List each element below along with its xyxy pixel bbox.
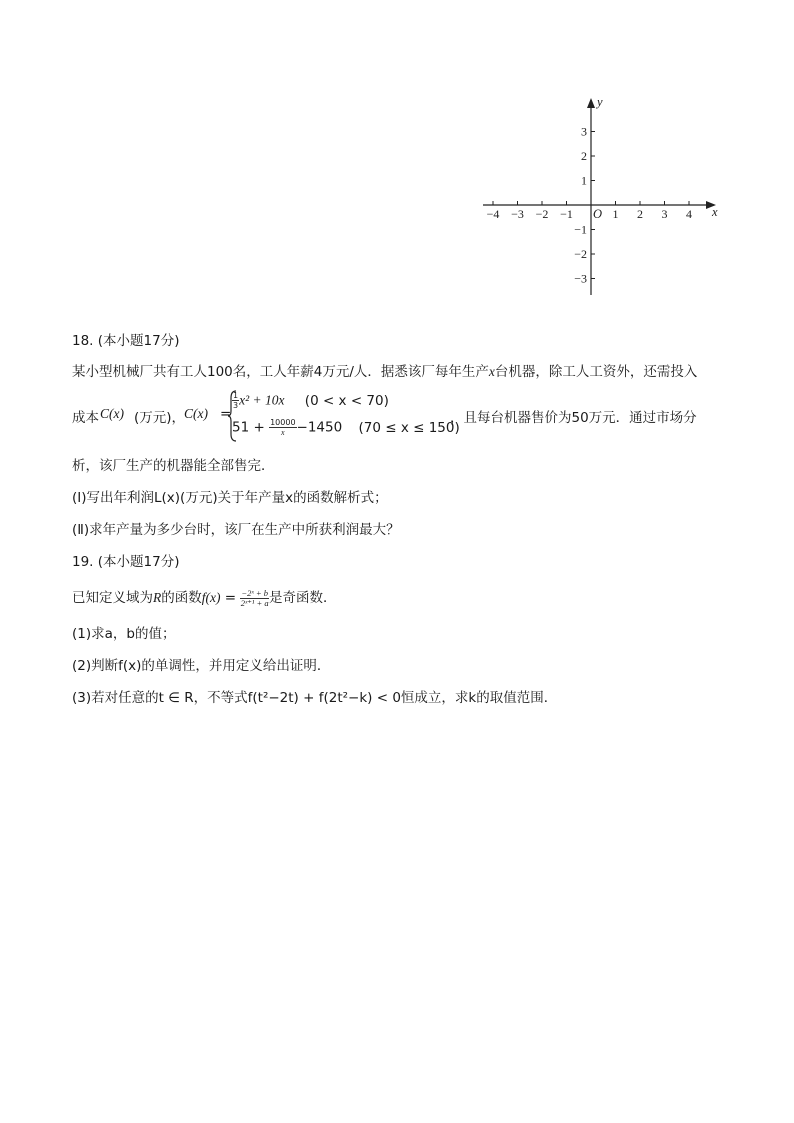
x-tick-label: 2 <box>637 207 643 221</box>
piece2-b: −1450 <box>296 419 343 436</box>
q19-frac-den: 2ˣ⁺¹ + a <box>240 597 269 608</box>
q19-part2: (2)判断f(x)的单调性，并用定义给出证明． <box>72 658 331 674</box>
y-tick-label: 3 <box>581 124 587 139</box>
y-tick-label: −3 <box>574 271 587 286</box>
q18-cost-unit: (万元)， <box>134 410 186 426</box>
x-tick-label: −1 <box>560 207 573 221</box>
x-tick-label: 1 <box>612 207 619 221</box>
q19-stem-pre: 已知定义域为 <box>72 590 153 606</box>
piece2-frac-num: 10000 <box>270 418 296 427</box>
x-tick-label: −3 <box>511 207 524 221</box>
piece1-frac-den: 3 <box>233 401 239 410</box>
piece2-cond: (70 ≤ x ≤ 150) <box>358 419 460 436</box>
y-tick-label: 1 <box>581 173 587 188</box>
q19-stem-fx: f(x) <box>201 590 221 605</box>
q18-stem-text-end: 台机器，除工人工资外，还需投入 <box>494 364 698 380</box>
y-tick-label: −2 <box>574 247 587 261</box>
q19-part1: (1)求a，b的值； <box>72 626 176 642</box>
q18-cost-func: C(x) <box>100 406 124 421</box>
piece1-cond: (0 < x < 70) <box>304 392 389 409</box>
piece1-expr: x² + 10x <box>239 392 285 408</box>
coordinate-axes-figure <box>478 92 728 302</box>
x-tick-label: −4 <box>486 207 500 221</box>
x-tick-label: 4 <box>686 207 692 221</box>
q18-stem-line1 <box>72 362 697 382</box>
q18-cost-def: C(x) <box>184 406 208 421</box>
q19-stem-post: 是奇函数． <box>269 590 337 606</box>
origin-label: O <box>593 207 603 221</box>
q18-stem-line3: 析，该厂生产的机器能全部售完． <box>72 458 275 474</box>
piece1 <box>232 391 389 410</box>
q19-stem-R: R <box>153 590 162 605</box>
x-tick-group <box>487 201 692 221</box>
x-tick-label: −2 <box>535 207 549 221</box>
x-tick-label: 3 <box>661 207 668 221</box>
q18-var-x: x <box>488 364 495 379</box>
q18-header: 18. (本小题17分) <box>72 333 180 349</box>
q19-part3: (3)若对任意的t ∈ R，不等式f(t²−2t) + f(2t²−k) < 0恒成立，求k的取值范围． <box>72 690 558 706</box>
y-tick-label: −1 <box>574 222 587 237</box>
piece2 <box>232 418 460 437</box>
y-axis-arrow <box>587 98 595 108</box>
q18-cost-prefix: 成本 <box>72 410 99 426</box>
y-tick-label: 2 <box>581 149 587 163</box>
q18-part1: (Ⅰ)写出年利润L(x)(万元)关于年产量x的函数解析式； <box>72 490 388 506</box>
y-axis-label: y <box>597 95 603 109</box>
piece1-frac-num: 1 <box>233 391 239 400</box>
q18-part2: (Ⅱ)求年产量为多少台时，该厂在生产中所获利润最大？ <box>72 522 400 538</box>
q18-stem-text: 某小型机械厂共有工人100名，工人年薪4万元/人．据悉该厂每年生产 <box>72 364 489 380</box>
piece2-frac-den: x <box>281 428 285 437</box>
q19-stem-mid: 的函数 <box>161 590 202 606</box>
q18-cost-eq: = <box>220 406 232 422</box>
piece2-a: 51 + <box>232 419 265 436</box>
q19-frac-num: −2ˣ + b <box>241 587 269 598</box>
q19-header: 19. (本小题17分) <box>72 554 180 570</box>
q18-stem-after: ，且每台机器售价为50万元．通过市场分 <box>450 410 697 426</box>
q19-stem-eq: = <box>224 590 237 606</box>
x-axis-label: x <box>712 205 718 219</box>
q19-stem <box>72 588 337 608</box>
